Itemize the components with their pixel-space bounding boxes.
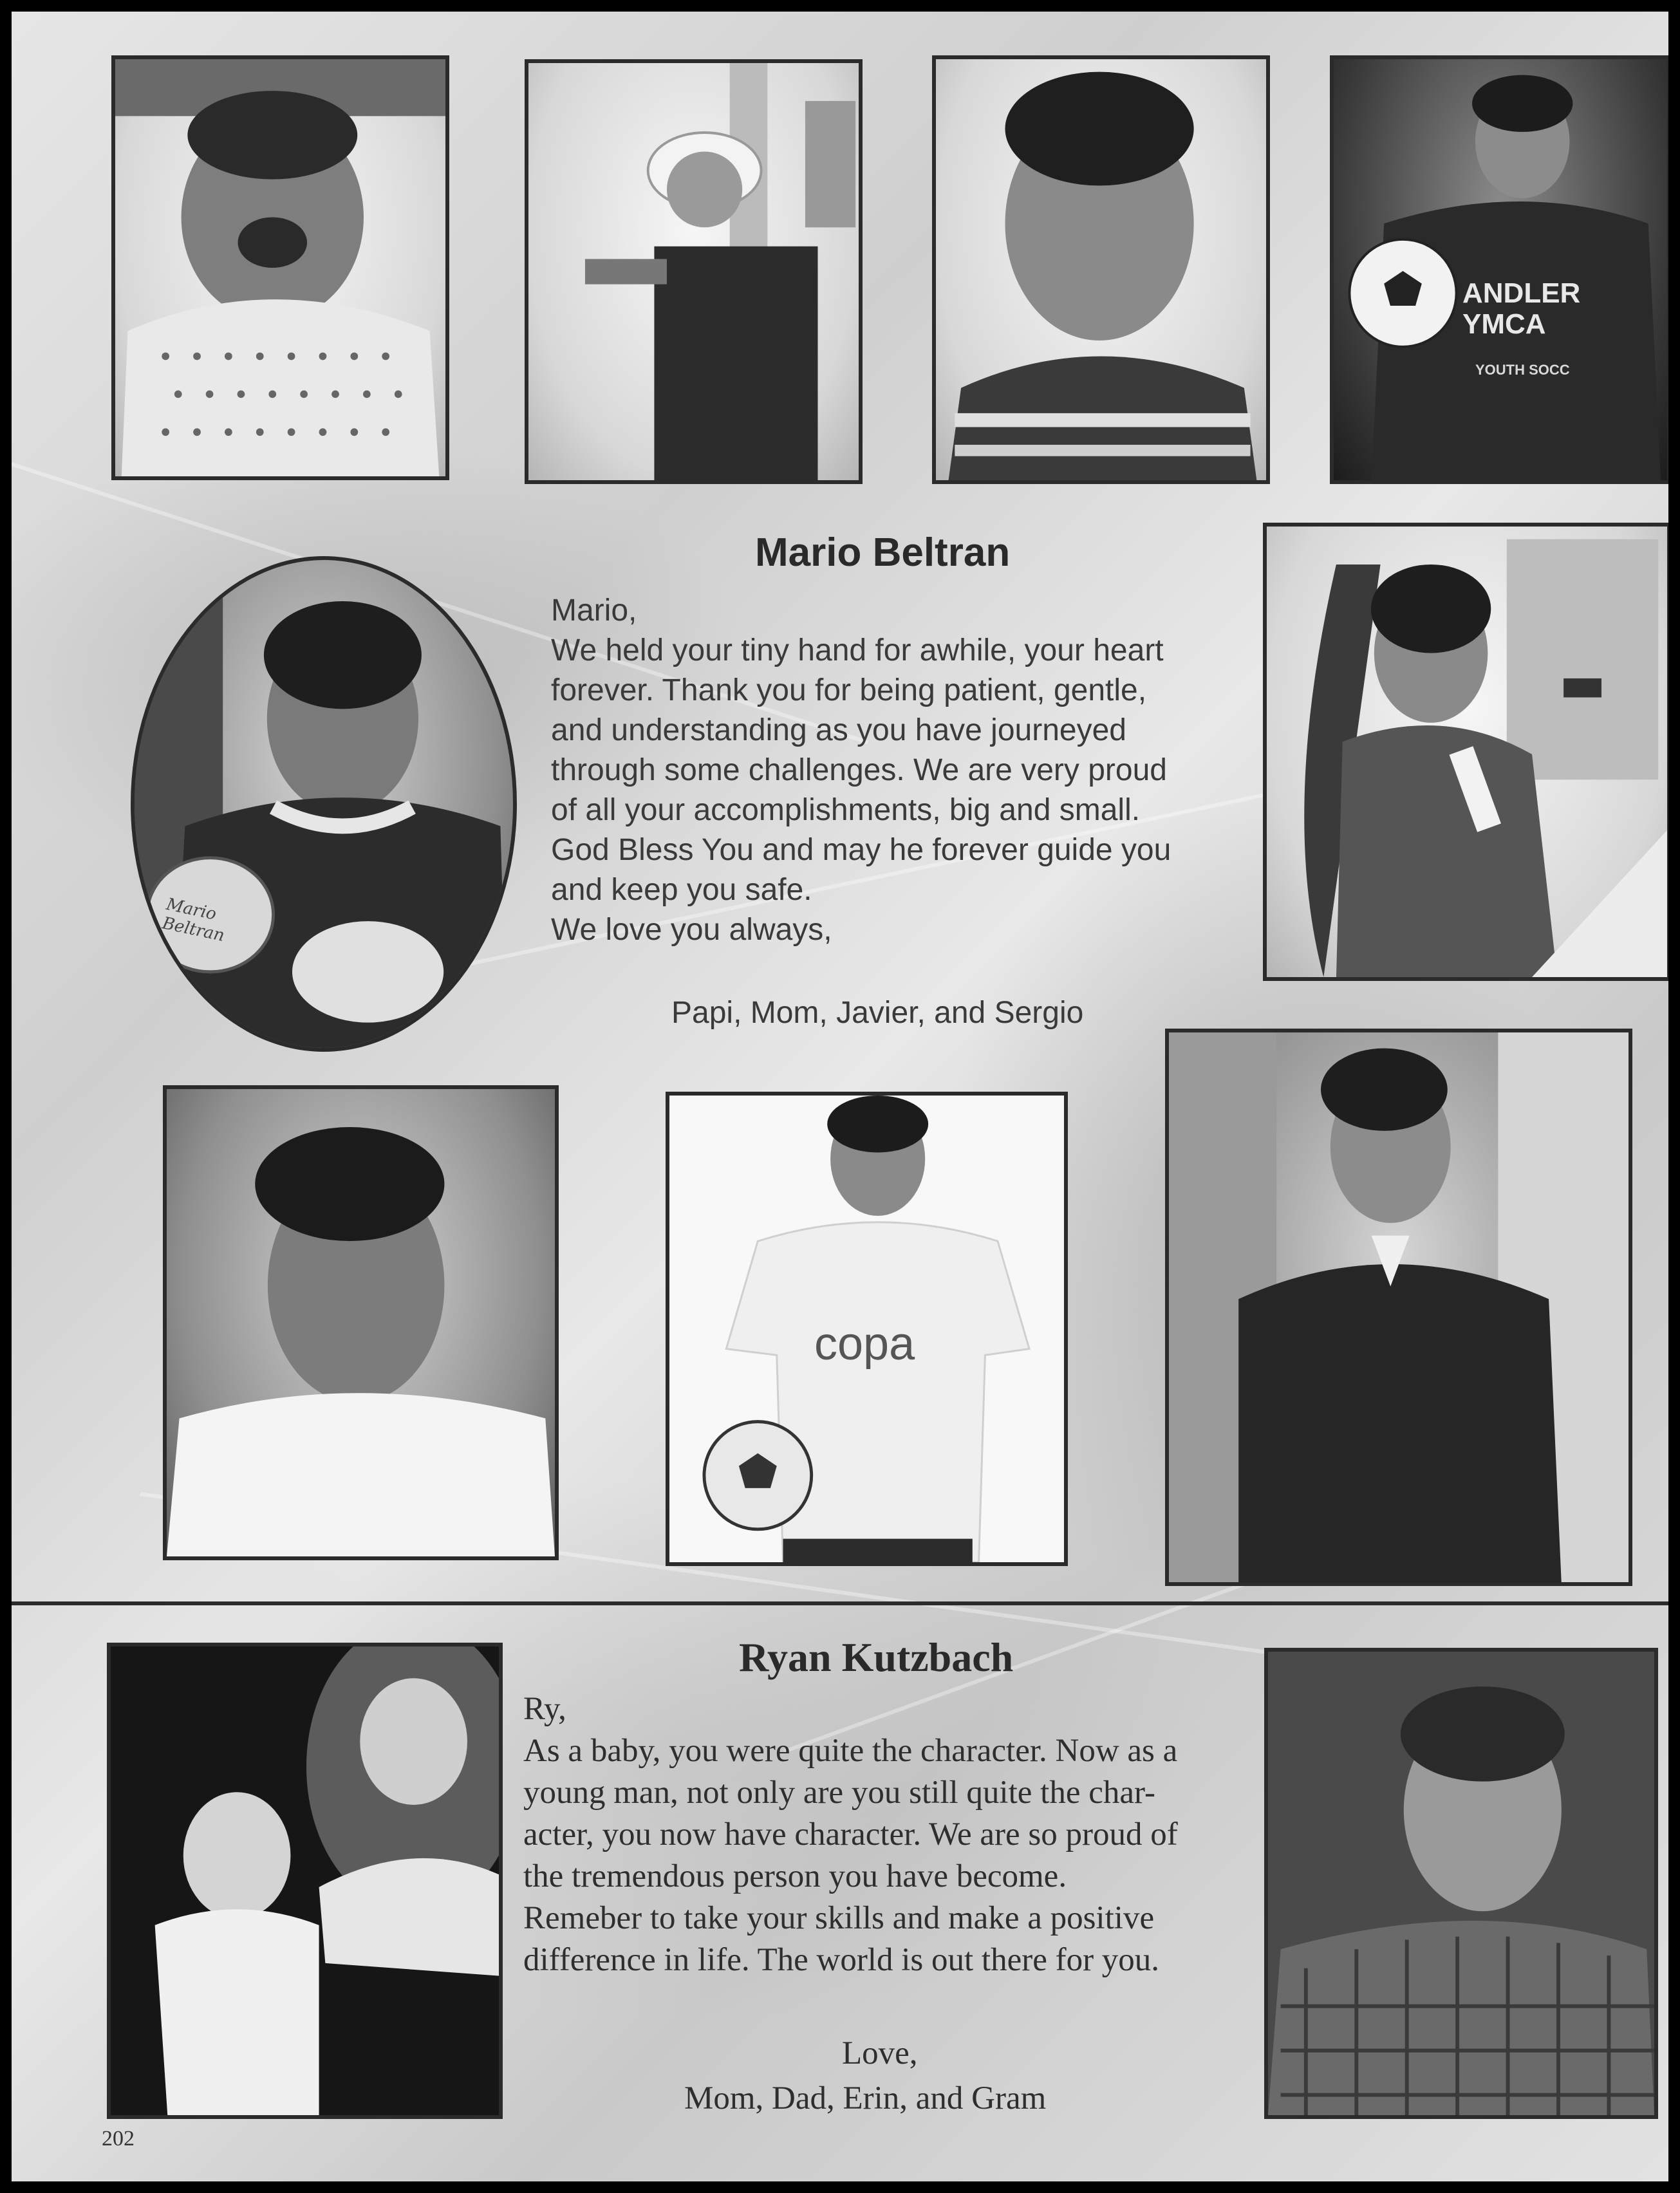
- photo-two-babies: [107, 1643, 503, 2119]
- photo-ymca-soccer: [1330, 55, 1668, 484]
- ryan-line-1: Ry,: [523, 1691, 566, 1727]
- young-man-silhouette-icon: [1268, 1652, 1654, 2115]
- ryan-line-4: acter, you now have character. We are so proud of: [523, 1816, 1178, 1852]
- mario-line-3: forever. Thank you for being patient, gentle,: [551, 673, 1147, 707]
- mario-line-2: We held your tiny hand for awhile, your heart: [551, 633, 1164, 667]
- ymca-shirt-text: ANDLER YMCA: [1462, 277, 1581, 340]
- photo-boy-with-drink: [1263, 523, 1668, 981]
- photo-teen-portrait: [163, 1085, 559, 1560]
- ryan-signature: Mom, Dad, Erin, and Gram: [684, 2080, 1047, 2116]
- photo-ryan-senior-portrait: [1264, 1648, 1658, 2119]
- yearbook-page: [12, 12, 1668, 2181]
- ryan-closing: Love,: [842, 2035, 918, 2071]
- babies-silhouette-icon: [111, 1647, 499, 2115]
- mario-heading: Mario Beltran: [755, 530, 1011, 575]
- mario-line-4: and understanding as you have journeyed: [551, 713, 1126, 747]
- copa-shirt-text: copa: [814, 1318, 915, 1370]
- soccer-player-silhouette-icon: [1334, 59, 1667, 480]
- boy-drink-silhouette-icon: [1267, 527, 1667, 977]
- ryan-line-2: As a baby, you were quite the character. Now as a: [523, 1733, 1178, 1769]
- ryan-line-5: the tremendous person you have become.: [523, 1858, 1067, 1894]
- ymca-shirt-subtext: YOUTH SOCC: [1475, 362, 1570, 378]
- ryan-line-3: young man, not only are you still quite the char-: [523, 1775, 1155, 1811]
- ryan-line-6: Remeber to take your skills and make a positive: [523, 1900, 1155, 1936]
- ryan-line-7: difference in life. The world is out there for you.: [523, 1942, 1160, 1978]
- ribbon-text: Mario Beltran: [160, 895, 227, 946]
- photo-oval-boy-ribbon: [131, 556, 517, 1052]
- baby-silhouette-icon: [115, 59, 445, 476]
- ryan-message: [523, 1688, 1178, 1981]
- mario-line-6: of all your accomplishments, big and small.: [551, 793, 1141, 827]
- teen-silhouette-icon: [167, 1089, 555, 1556]
- photo-toddler-hat: [525, 59, 863, 484]
- page-number: 202: [102, 2127, 135, 2151]
- photo-baby-laughing: [111, 55, 449, 480]
- section-divider: [12, 1601, 1668, 1605]
- boy-silhouette-icon: [936, 59, 1266, 480]
- teen-palm-silhouette-icon: [1169, 1032, 1629, 1582]
- ryan-heading: Ryan Kutzbach: [739, 1634, 1014, 1680]
- toddler-silhouette-icon: [528, 63, 859, 480]
- mario-signature: Papi, Mom, Javier, and Sergio: [671, 996, 1084, 1030]
- mario-message: [551, 591, 1171, 950]
- mario-line-5: through some challenges. We are very proud: [551, 753, 1167, 787]
- mario-line-1: Mario,: [551, 593, 637, 628]
- boy-with-ribbon-silhouette-icon: [135, 560, 513, 1048]
- mario-line-7: God Bless You and may he forever guide you: [551, 833, 1171, 867]
- photo-teen-copa-soccer: [666, 1092, 1068, 1566]
- mario-line-9: We love you always,: [551, 913, 832, 947]
- photo-teen-palm-tree: [1165, 1029, 1632, 1586]
- mario-line-8: and keep you safe.: [551, 873, 812, 907]
- photo-boy-striped-shirt: [932, 55, 1270, 484]
